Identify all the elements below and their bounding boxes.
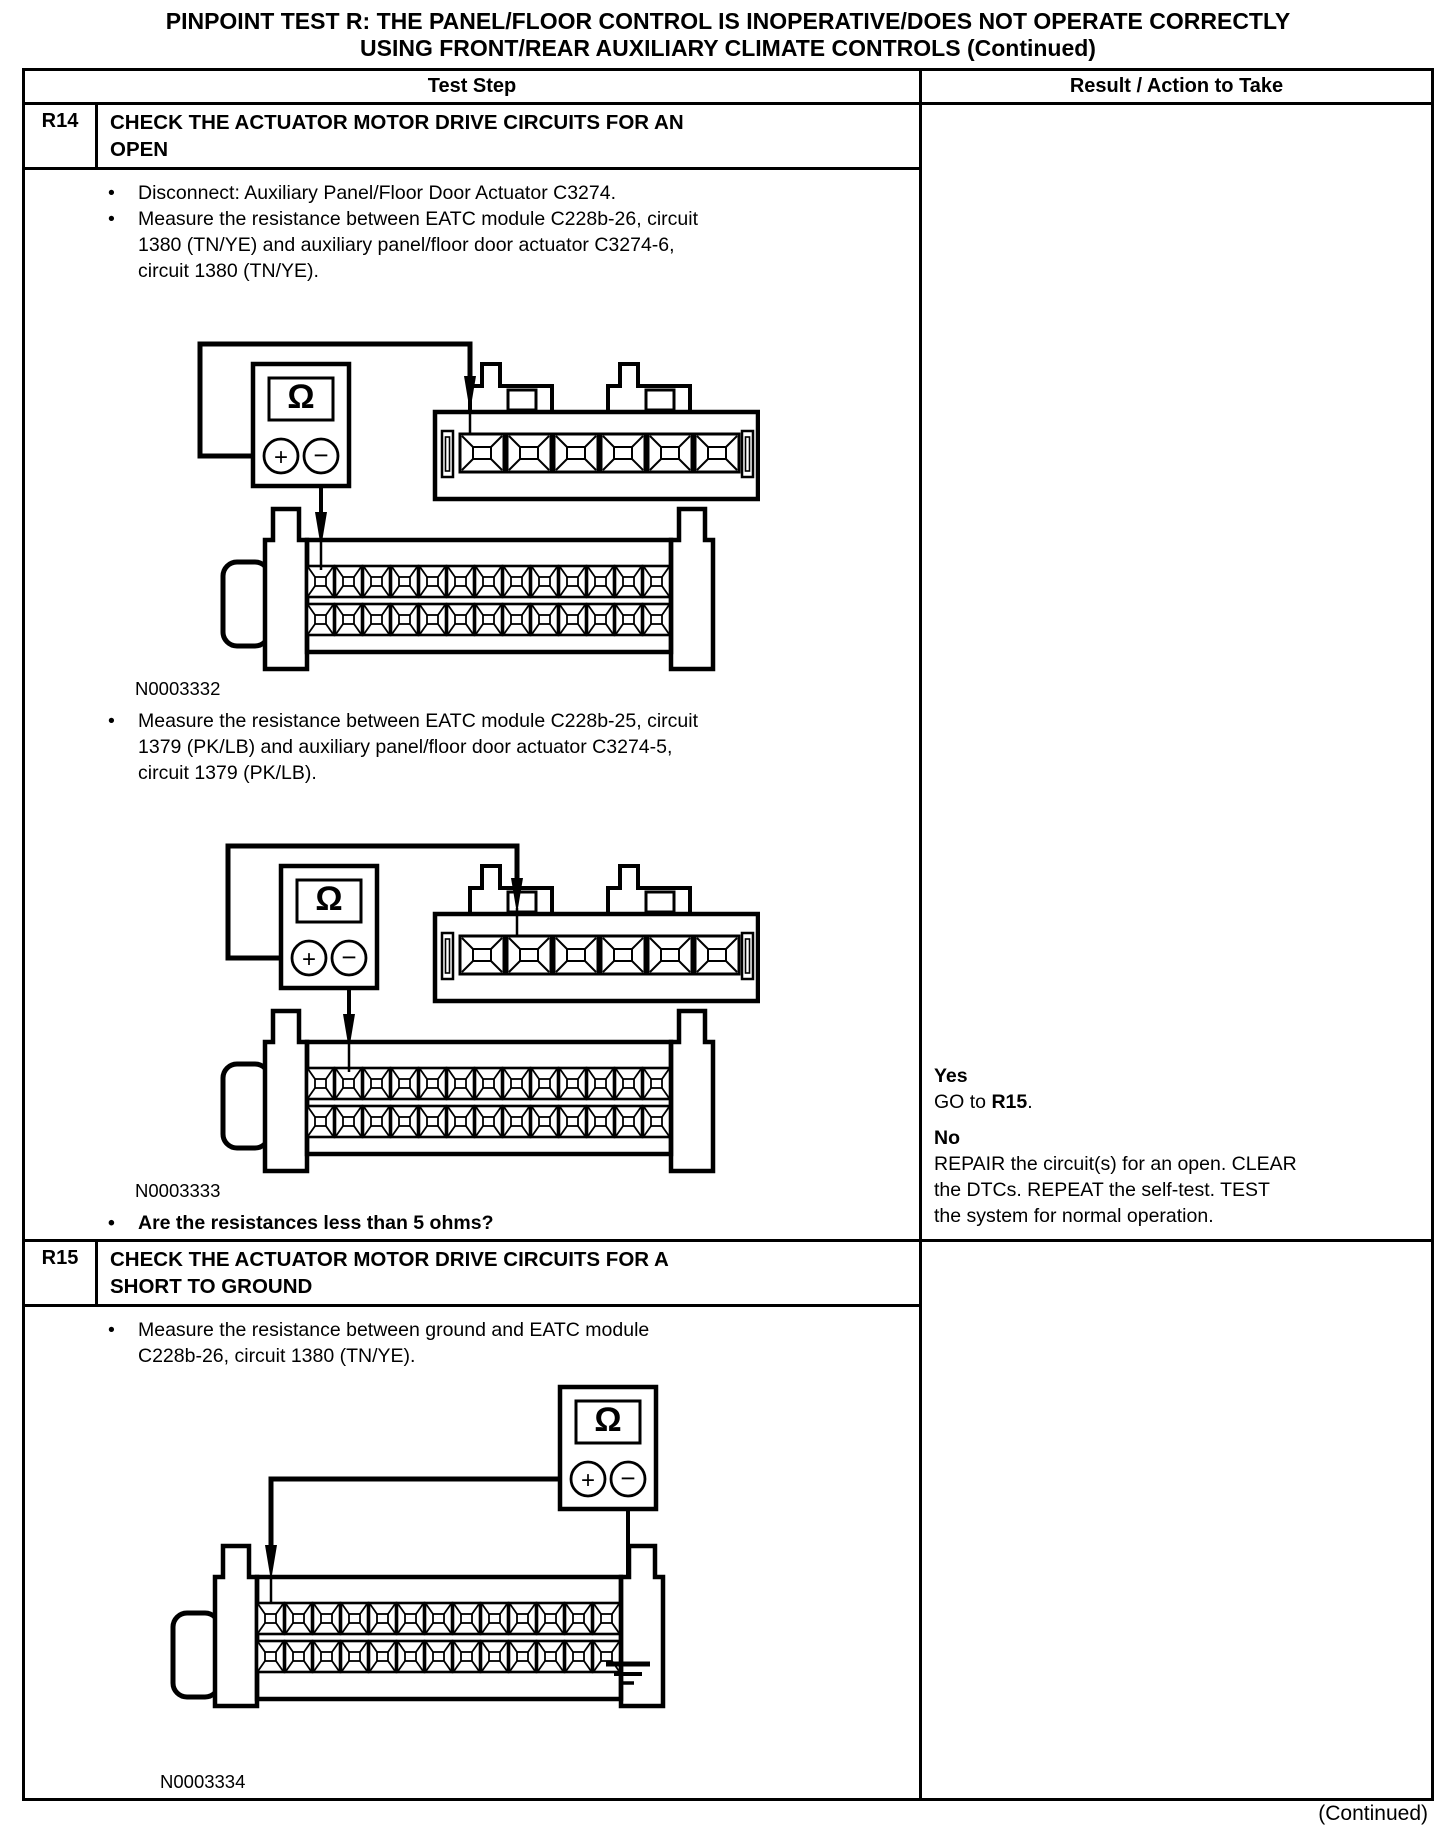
result-no-label: No: [934, 1127, 960, 1149]
figure-n0003334: [160, 1379, 919, 1793]
circuit-test-diagram-icon: [165, 1379, 685, 1769]
r14-test-step-cell: [25, 105, 922, 1239]
column-header-result: Result / Action to Take: [1069, 75, 1284, 97]
bullet-icon: •: [108, 1319, 115, 1341]
result-yes-label: Yes: [934, 1065, 968, 1087]
result-yes-action: GO to R15.: [934, 1091, 1033, 1113]
column-header-test-step: Test Step: [25, 71, 922, 102]
page-title: [0, 0, 1456, 62]
r14-step-title: CHECK THE ACTUATOR MOTOR DRIVE CIRCUITS FOR AN OPEN: [110, 111, 684, 161]
r15-step-header: [25, 1242, 919, 1307]
circuit-test-diagram-icon: [140, 796, 760, 1178]
result-no-action: REPAIR the circuit(s) for an open. CLEAR the DTCs. REPEAT the self-test. TEST the system for normal operation.: [934, 1153, 1297, 1227]
test-probe-icon: [464, 376, 476, 434]
continued-note: (Continued): [1318, 1802, 1428, 1825]
test-probe-icon: [265, 1545, 277, 1603]
ohmmeter-icon: [560, 1387, 656, 1509]
r15-step-body: [25, 1307, 919, 1793]
pinpoint-test-table: [22, 68, 1434, 1801]
minus-terminal: −: [341, 942, 357, 972]
figure-n0003332: [135, 294, 919, 700]
r14-step-header: [25, 105, 919, 170]
page-title-line1: PINPOINT TEST R: THE PANEL/FLOOR CONTROL IS INOPERATIVE/DOES NOT OPERATE CORRECTLY: [165, 8, 1291, 34]
ohm-symbol: Ω: [594, 1401, 622, 1439]
test-probe-icon: [511, 878, 523, 936]
bullet-icon: •: [108, 710, 115, 732]
circuit-test-diagram-icon: [140, 294, 760, 676]
plus-terminal: +: [580, 1467, 596, 1494]
bullet-icon: •: [108, 1212, 115, 1234]
page-title-line2: USING FRONT/REAR AUXILIARY CLIMATE CONTROLS (Continued): [360, 35, 1096, 61]
table-row-r14: [25, 105, 1431, 1239]
r15-step-title: CHECK THE ACTUATOR MOTOR DRIVE CIRCUITS FOR A SHORT TO GROUND: [110, 1248, 669, 1298]
step-instruction: • Measure the resistance between ground and EATC module C228b-26, circuit 1380 (TN/YE).: [108, 1319, 650, 1367]
actuator-connector: [223, 1011, 713, 1171]
eatc-module-connector: [435, 866, 758, 1001]
table-row-r15: [25, 1239, 1431, 1798]
ohm-symbol: Ω: [315, 880, 343, 918]
plus-terminal: +: [273, 444, 289, 471]
actuator-connector: [173, 1546, 663, 1706]
plus-terminal: +: [301, 946, 317, 973]
figure-label: N0003334: [160, 1771, 246, 1792]
actuator-connector: [223, 509, 713, 669]
ohm-symbol: Ω: [287, 378, 315, 416]
table-header-row: [25, 71, 1431, 105]
step-question: • Are the resistances less than 5 ohms?: [108, 1212, 494, 1234]
r15-test-step-cell: [25, 1242, 922, 1798]
bullet-icon: •: [108, 208, 115, 230]
r15-step-id: R15: [25, 1242, 98, 1304]
r14-result-cell: [922, 105, 1431, 1239]
minus-terminal: −: [313, 440, 329, 470]
step-instruction: • Disconnect: Auxiliary Panel/Floor Door Actuator C3274.: [108, 182, 616, 204]
step-instruction: • Measure the resistance between EATC module C228b-26, circuit 1380 (TN/YE) and auxiliary panel/floor door actuator C3274-6, circuit 1380 (TN/YE).: [108, 208, 698, 282]
r15-result-cell: [922, 1242, 1431, 1798]
figure-label: N0003333: [135, 1180, 221, 1201]
bullet-icon: •: [108, 182, 115, 204]
step-instruction: • Measure the resistance between EATC module C228b-25, circuit 1379 (PK/LB) and auxiliary panel/floor door actuator C3274-5, circuit 1379 (PK/LB).: [108, 710, 698, 784]
r14-step-body: [25, 170, 919, 1236]
minus-terminal: −: [620, 1463, 636, 1493]
figure-label: N0003332: [135, 678, 221, 699]
eatc-module-connector: [435, 364, 758, 499]
ohmmeter-icon: [253, 364, 349, 486]
figure-n0003333: [135, 796, 919, 1202]
r14-step-id: R14: [25, 105, 98, 167]
positive-lead-wire: [271, 1479, 571, 1547]
ohmmeter-icon: [281, 866, 377, 988]
